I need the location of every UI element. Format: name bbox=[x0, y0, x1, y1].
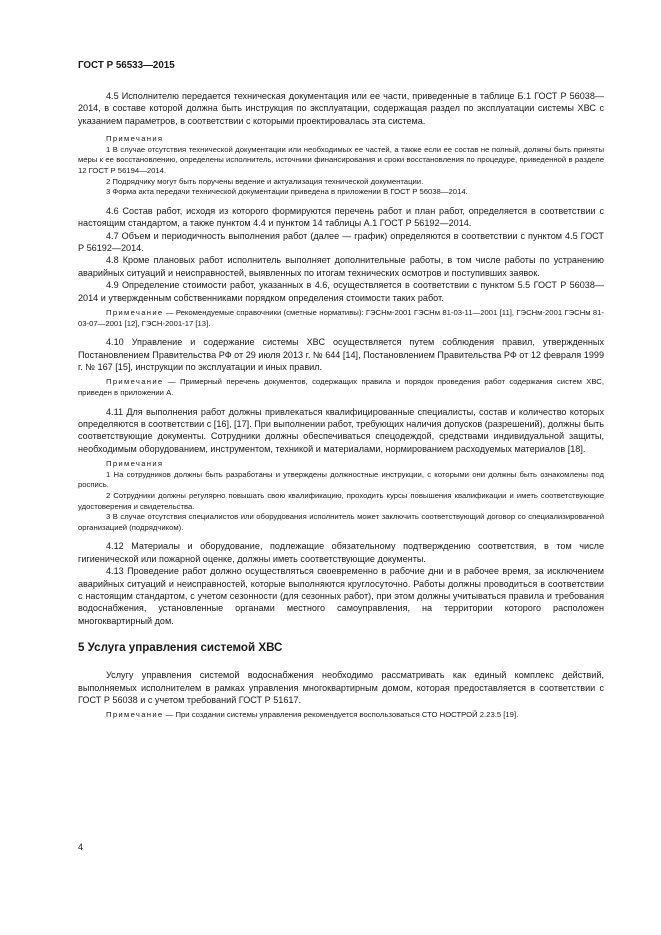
note-item: 1 В случае отсутствия технической документации или необходимых ее частей, а также если ее состав не полный, должны быть приняты меры к ее восстановлению, определены исполнитель, источники финансирования и сроки восстановления по процедуре, приведенной в разделе 12 ГОСТ Р 56194—2014. bbox=[78, 144, 604, 175]
paragraph-4-7: 4.7 Объем и периодичность выполнения работ (далее — график) определяются в соответствии с пунктом 4.5 ГОСТ Р 56192—2014. bbox=[78, 230, 604, 253]
paragraph-4-8: 4.8 Кроме плановых работ исполнитель выполняет дополнительные работы, в том числе работы по устранению аварийных ситуаций и неисправностей, выявленных по итогам технических осмотров и поступивших заявок. bbox=[78, 255, 604, 278]
note-4-10 bbox=[78, 377, 604, 398]
paragraph-4-12: 4.12 Материалы и оборудование, подлежащие обязательному подтверждению соответствия, в том числе гигиенической или пожарной оценке, должны иметь соответствующие документы. bbox=[78, 541, 604, 564]
page-number: 4 bbox=[78, 842, 84, 852]
note-text: — Примерный перечень документов, содержащих правила и порядок проведения работ содержания систем ХВС, приведен в приложении А. bbox=[78, 377, 604, 398]
note-item: 3 Форма акта передачи технической документации приведена в приложении В ГОСТ Р 56038—2014. bbox=[106, 187, 468, 197]
note-item: 1 На сотрудников должны быть разработаны и утверждены должностные инструкции, с которыми они должны быть ознакомлены под роспись. bbox=[78, 469, 604, 490]
note-label: Примечание bbox=[106, 710, 164, 720]
note-text: — При создании системы управления рекомендуется воспользоваться СТО НОСТРОЙ 2.23.5 [19]. bbox=[163, 710, 519, 720]
paragraph-4-11: 4.11 Для выполнения работ должны привлекаться квалифицированные специалисты, состав и количество которых определяются в соответствии с [16], [17]. При выполнении работ, требующих наличия допусков (разрешений), должны быть соответствующие документы. Сотрудники должны обеспечиваться спецодеждой, средствами индивидуальной защиты, необходимым оборудованием, инструментом, техникой и материалами, нормированием расходуемых материалов [18]. bbox=[78, 406, 605, 454]
paragraph-4-9: 4.9 Определение стоимости работ, указанных в 4.6, осуществляется в соответствии с пунктом 5.5 ГОСТ Р 56038—2014 и утвержденным собственниками порядком определения стоимости таких работ. bbox=[78, 280, 604, 303]
note-text: — Рекомендуемые справочники (сметные нормативы): ГЭСНм-2001 ГЭСНм 81-03-11—2001 [11], ГЭСНм-2001 ГЭСНм 81-03-07—2001 [12], ГЭСН-2001-17 [13]. bbox=[78, 308, 604, 328]
notes-title: Примечания bbox=[106, 459, 164, 469]
notes-title: Примечания bbox=[106, 134, 164, 144]
paragraph-4-6: 4.6 Состав работ, исходя из которого формируются перечень работ и план работ, определяется в соответствии с настоящим стандартом, а также пунктом 4.4 и пунктом 14 таблицы А.1 ГОСТ Р 56192—2014. bbox=[78, 205, 604, 229]
note-item: 2 Сотрудники должны регулярно повышать свою квалификацию, проходить курсы повышения квалификации и иметь соответствующие удостоверения и свидетельства. bbox=[78, 491, 604, 511]
document-header: ГОСТ Р 56533—2015 bbox=[78, 60, 175, 71]
section-5-heading: 5 Услуга управления системой ХВС bbox=[78, 641, 283, 655]
paragraph-4-5: 4.5 Исполнителю передается техническая документация или ее части, приведенные в таблице Б.1 ГОСТ Р 56038—2014, в составе которой должна быть инструкция по эксплуатации, содержащая раздел по эксплуатации системы ХВС с указанием параметров, в соответствии с которыми проектировалась эта система. bbox=[78, 91, 604, 126]
note-label: Примечание bbox=[106, 377, 164, 387]
note-5 bbox=[78, 710, 604, 721]
paragraph-5: Услугу управления системой водоснабжения необходимо рассматривать как единый комплекс действий, выполняемых исполнителем в рамках управления многоквартирным домом, которая предоставляется в соответствии с ГОСТ Р 56038 и с учетом требований ГОСТ Р 51617. bbox=[78, 670, 604, 706]
note-item: 3 В случае отсутствия специалистов или оборудования исполнитель может заключить соответствующий договор со специализированной организацией (подрядчиком). bbox=[78, 512, 604, 532]
note-item: 2 Подрядчику могут быть поручены ведение и актуализация технической документации. bbox=[106, 176, 424, 186]
paragraph-4-10: 4.10 Управление и содержание системы ХВС осуществляется путем соблюдения правил, утвержденных Постановлением Правительства РФ от 29 июля 2013 г. № 644 [14], Постановлением Правительства РФ от 12 февраля 1999 г. № 167 [15], инструкции по эксплуатации и иных правил. bbox=[78, 337, 604, 373]
note-4-9 bbox=[78, 308, 604, 329]
paragraph-4-13: 4.13 Проведение работ должно осуществляться своевременно в рабочие дни и в рабочее время, за исключением аварийных ситуаций и неисправностей, которые выполняются круглосуточно. Работы должны проводиться в соответствии с настоящим стандартом, с учетом сезонности (для сезонных работ), при этом должны учитываться правила и требования водоснабжения, установленные органами местного самоуправления, на территории которого расположен многоквартирный дом. bbox=[78, 566, 604, 626]
document-body bbox=[78, 90, 604, 721]
note-label: Примечание bbox=[106, 308, 164, 318]
